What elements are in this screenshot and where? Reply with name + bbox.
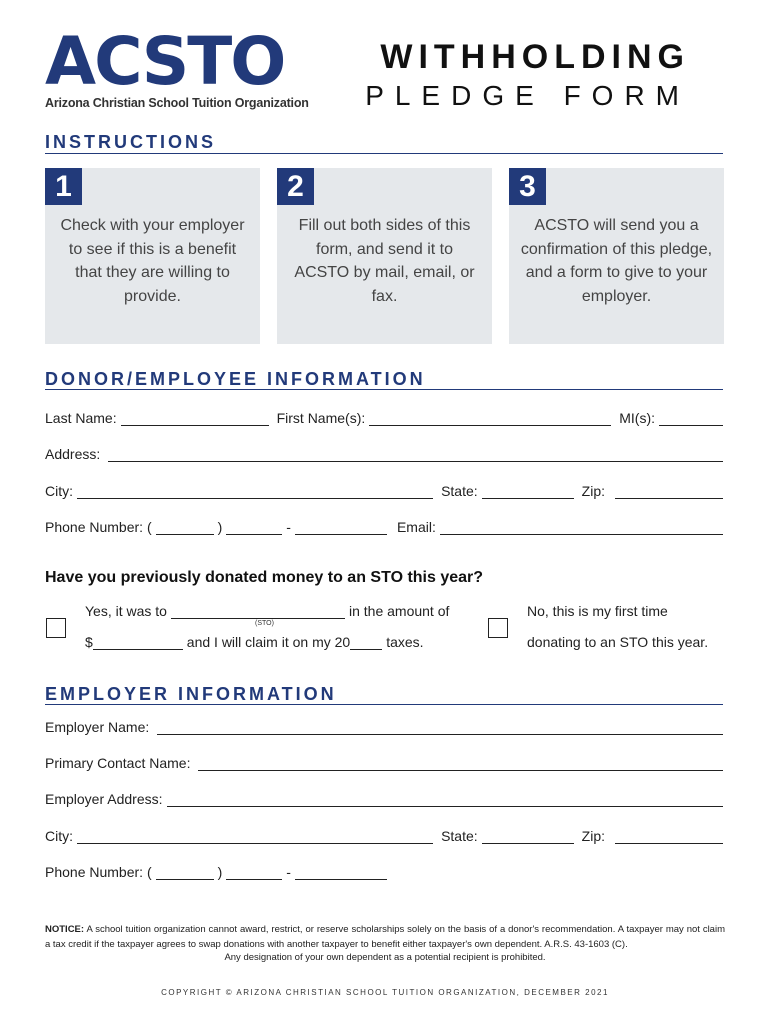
notice-label: NOTICE: bbox=[45, 924, 85, 935]
employer-zip-label: Zip: bbox=[581, 828, 605, 844]
no-option-line1: No, this is my first time bbox=[527, 603, 668, 619]
email-field[interactable] bbox=[440, 520, 723, 535]
employer-phone-line-field[interactable] bbox=[295, 865, 387, 880]
instructions-heading: INSTRUCTIONS bbox=[45, 132, 216, 152]
notice-line3: Any designation of your own dependent as a potential recipient is prohibited. bbox=[224, 952, 546, 963]
step-text: Check with your employer to see if this is a benefit that they are willing to provide. bbox=[60, 217, 245, 305]
yes-text-b: in the amount of bbox=[348, 603, 450, 619]
yes-option-line1 bbox=[85, 603, 449, 619]
employer-state-field[interactable] bbox=[482, 829, 574, 844]
donor-heading: DONOR/EMPLOYEE INFORMATION bbox=[45, 369, 426, 389]
state-label: State: bbox=[441, 483, 478, 499]
phone-prefix-field[interactable] bbox=[226, 520, 282, 535]
address-field[interactable] bbox=[108, 447, 723, 462]
yes-text-d: taxes. bbox=[386, 634, 424, 650]
employer-phone-prefix-field[interactable] bbox=[226, 865, 282, 880]
zip-field[interactable] bbox=[615, 484, 723, 499]
contact-name-field[interactable] bbox=[198, 756, 723, 771]
donor-address-row bbox=[45, 446, 723, 462]
step-number: 2 bbox=[277, 168, 314, 205]
employer-phone-row bbox=[45, 864, 405, 880]
employer-address-label: Employer Address: bbox=[45, 791, 163, 807]
tax-year-field[interactable] bbox=[350, 635, 382, 650]
donor-rule bbox=[45, 389, 723, 390]
sto-caption: (STO) bbox=[255, 620, 274, 627]
form-title-line2: PLEDGE FORM bbox=[365, 80, 690, 111]
yes-checkbox[interactable] bbox=[46, 618, 66, 638]
mi-label: MI(s): bbox=[619, 410, 655, 426]
phone-label: Phone Number: ( bbox=[45, 519, 152, 535]
no-checkbox[interactable] bbox=[488, 618, 508, 638]
step-number: 3 bbox=[509, 168, 546, 205]
employer-phone-area-field[interactable] bbox=[156, 865, 214, 880]
amount-field[interactable] bbox=[93, 635, 183, 650]
city-field[interactable] bbox=[77, 484, 433, 499]
employer-address-row bbox=[45, 791, 723, 807]
employer-zip-field[interactable] bbox=[615, 829, 723, 844]
instruction-step-3 bbox=[509, 168, 724, 344]
employer-name-row bbox=[45, 719, 723, 735]
notice-text bbox=[45, 922, 725, 952]
employer-phone-label: Phone Number: ( bbox=[45, 864, 152, 880]
yes-option-line2 bbox=[85, 634, 424, 650]
form-title-line1: WITHHOLDING bbox=[380, 38, 690, 76]
phone-area-field[interactable] bbox=[156, 520, 214, 535]
contact-name-row bbox=[45, 755, 723, 771]
logo-subtitle: Arizona Christian School Tuition Organization bbox=[45, 96, 309, 110]
city-label: City: bbox=[45, 483, 73, 499]
step-number: 1 bbox=[45, 168, 82, 205]
employer-city-row bbox=[45, 828, 723, 844]
last-name-label: Last Name: bbox=[45, 410, 117, 426]
state-field[interactable] bbox=[482, 484, 574, 499]
logo-wordmark: ACSTO bbox=[45, 23, 285, 100]
phone-line-field[interactable] bbox=[295, 520, 387, 535]
address-label: Address: bbox=[45, 446, 101, 462]
contact-name-label: Primary Contact Name: bbox=[45, 755, 191, 771]
instruction-step-2 bbox=[277, 168, 492, 344]
donor-name-row bbox=[45, 410, 723, 426]
zip-label: Zip: bbox=[581, 483, 605, 499]
step-text: ACSTO will send you a confirmation of this pledge, and a form to give to your employer. bbox=[520, 217, 713, 305]
employer-name-field[interactable] bbox=[157, 720, 723, 735]
no-option-line2: donating to an STO this year. bbox=[527, 634, 709, 650]
employer-name-label: Employer Name: bbox=[45, 719, 150, 735]
step-text: Fill out both sides of this form, and send it to ACSTO by mail, email, or fax. bbox=[294, 217, 475, 305]
instruction-step-1 bbox=[45, 168, 260, 344]
dollar-sign: $ bbox=[85, 634, 93, 650]
last-name-field[interactable] bbox=[121, 411, 269, 426]
instructions-rule bbox=[45, 153, 723, 154]
previous-donation-question: Have you previously donated money to an STO this year? bbox=[45, 569, 484, 586]
first-name-label: First Name(s): bbox=[276, 410, 366, 426]
employer-phone-paren: ) bbox=[217, 864, 223, 880]
employer-city-label: City: bbox=[45, 828, 73, 844]
first-name-field[interactable] bbox=[369, 411, 611, 426]
employer-address-field[interactable] bbox=[167, 792, 724, 807]
phone-paren: ) bbox=[217, 519, 223, 535]
donor-phone-row bbox=[45, 519, 723, 535]
acsto-logo bbox=[45, 23, 309, 110]
email-label: Email: bbox=[396, 519, 436, 535]
employer-heading: EMPLOYER INFORMATION bbox=[45, 684, 337, 704]
mi-field[interactable] bbox=[659, 411, 723, 426]
sto-name-field[interactable] bbox=[171, 604, 345, 619]
employer-rule bbox=[45, 704, 723, 705]
copyright-footer: COPYRIGHT © ARIZONA CHRISTIAN SCHOOL TUITION ORGANIZATION, DECEMBER 2021 bbox=[161, 988, 609, 997]
employer-city-field[interactable] bbox=[77, 829, 433, 844]
notice-body: A school tuition organization cannot award, restrict, or reserve scholarships solely on the basis of a donor's recommendation. A taxpayer may not claim a tax credit if the taxpayer agrees to swap donations with another taxpayer to benefit either taxpayer's own dependent. A.R.S. 43-1603 (C). bbox=[45, 924, 725, 950]
yes-text-c: and I will claim it on my 20 bbox=[186, 634, 351, 650]
employer-phone-dash: - bbox=[286, 864, 291, 880]
donor-city-row bbox=[45, 483, 723, 499]
phone-dash: - bbox=[286, 519, 291, 535]
yes-text-a: Yes, it was to bbox=[85, 603, 167, 619]
employer-state-label: State: bbox=[441, 828, 478, 844]
